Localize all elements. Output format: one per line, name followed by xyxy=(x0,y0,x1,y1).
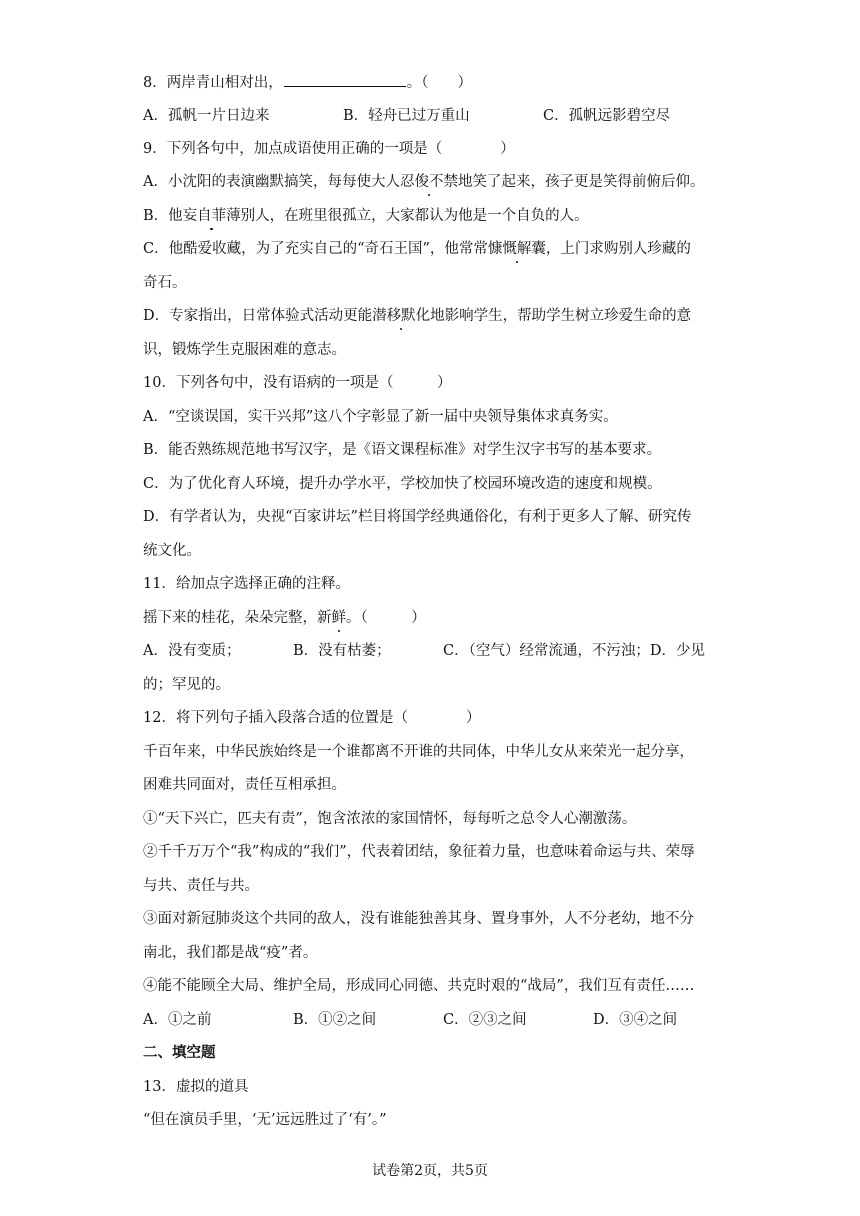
q12-option-c: C．②③之间 xyxy=(443,1012,527,1028)
q11-sentence xyxy=(143,608,426,628)
q12-sentence-3-cont: 南北，我们都是战“疫”者。 xyxy=(143,945,318,961)
q11-option-b: B．没有枯萎； xyxy=(293,643,391,659)
q12-paragraph-line2: 困难共同面对，责任互相承担。 xyxy=(143,777,346,793)
q9-c-pre: C．他酷爱收藏，为了充实自己的“奇石王国”，他常常 xyxy=(143,241,488,257)
q11-option-cont: 的；罕见的。 xyxy=(143,677,230,693)
q8-option-a: A．孤帆一片日边来 xyxy=(143,108,270,124)
q12-sentence-4: ④能不能顾全大局、维护全局，形成同心同德、共克时艰的“战局”，我们互有责任…… xyxy=(143,978,695,994)
q10-option-d-cont: 统文化。 xyxy=(143,543,201,559)
q10-option-c: C．为了优化育人环境，提升办学水平，学校加快了校园环境改造的速度和规模。 xyxy=(143,476,662,492)
q9-b-pre: B．他 xyxy=(143,208,183,224)
q13-stem: 13．虚拟的道具 xyxy=(143,1079,249,1095)
q9-option-c-cont: 奇石。 xyxy=(143,275,187,291)
q11-option-a: A．没有变质； xyxy=(143,643,241,659)
q9-a-pre: A．小沈阳的表演幽默搞笑，每每使大人 xyxy=(143,174,400,190)
q9-option-d-cont: 识，锻炼学生克服困难的意志。 xyxy=(143,342,346,358)
q9-b-dotted-idiom: 妄自菲薄 xyxy=(182,208,241,224)
q9-d-post: 地影响学生，帮助学生树立珍爱生命的意 xyxy=(430,308,692,324)
q9-d-pre: D．专家指出，日常体验式活动更能 xyxy=(143,308,373,324)
q8-stem-paren: 。（ ） xyxy=(406,75,472,91)
q12-sentence-2: ②千千万万个“我”构成的“我们”，代表着团结，象征着力量，也意味着命运与共、荣辱 xyxy=(143,844,695,860)
page-footer: 试卷第2页，共5页 xyxy=(372,1163,488,1179)
q11-sentence-pre: 摇下来的桂花，朵朵完整，新 xyxy=(143,610,332,626)
q9-a-dotted-idiom: 忍俊不禁 xyxy=(399,174,458,190)
q11-sentence-post: 。（ ） xyxy=(346,610,426,626)
q10-option-a: A．“空谈误国，实干兴邦”这八个字彰显了新一届中央领导集体求真务实。 xyxy=(143,409,618,425)
q10-option-d: D．有学者认为，央视“百家讲坛”栏目将国学经典通俗化，有利于更多人了解、研究传 xyxy=(143,509,692,525)
q10-stem: 10．下列各句中，没有语病的一项是（ ） xyxy=(143,375,452,391)
q10-option-b: B．能否熟练规范地书写汉字，是《语文课程标准》对学生汉字书写的基本要求。 xyxy=(143,442,662,458)
q12-sentence-2-cont: 与共、责任与共。 xyxy=(143,878,259,894)
q9-option-d xyxy=(143,306,691,326)
q12-sentence-1: ①“天下兴亡，匹夫有责”，饱含浓浓的家国情怀，每每听之总令人心潮激荡。 xyxy=(143,811,637,827)
q12-stem: 12．将下列句子插入段落合适的位置是（ ） xyxy=(143,710,481,726)
q12-sentence-3: ③面对新冠肺炎这个共同的敌人，没有谁能独善其身、置身事外，人不分老幼，地不分 xyxy=(143,911,694,927)
q9-b-post: 别人，在班里很孤立，大家都认为他是一个自负的人。 xyxy=(240,208,589,224)
q13-quote: “但在演员手里，‘无’远远胜过了‘有’。” xyxy=(143,1112,387,1128)
q11-option-c: C．（空气）经常流通，不污浊；D．少见 xyxy=(443,643,705,659)
q9-stem: 9．下列各句中，加点成语使用正确的一项是（ ） xyxy=(143,141,515,157)
q8-option-c: C．孤帆远影碧空尽 xyxy=(543,108,671,124)
q11-dotted-char: 鲜 xyxy=(331,610,346,626)
q12-paragraph-line1: 千百年来，中华民族始终是一个谁都离不开谁的共同体，中华儿女从来荣光一起分享， xyxy=(143,744,694,760)
q9-a-post: 地笑了起来，孩子更是笑得前俯后仰。 xyxy=(457,174,705,190)
q12-option-d: D．③④之间 xyxy=(593,1012,678,1028)
q9-c-dotted-idiom: 慷慨解囊 xyxy=(487,241,546,257)
section-title-fill-in: 二、填空题 xyxy=(143,1045,216,1061)
answer-blank xyxy=(284,72,406,87)
q9-d-dotted-idiom: 潜移默化 xyxy=(372,308,431,324)
q9-c-post: ，上门求购别人珍藏的 xyxy=(545,241,691,257)
q9-option-c xyxy=(143,239,691,259)
q9-option-a xyxy=(143,172,704,192)
q8-stem-text: 8．两岸青山相对出， xyxy=(143,75,283,91)
q8-stem xyxy=(143,72,472,93)
q11-stem: 11．给加点字选择正确的注释。 xyxy=(143,576,350,592)
q12-option-b: B．①②之间 xyxy=(293,1012,377,1028)
q9-option-b xyxy=(143,206,589,226)
q12-option-a: A．①之前 xyxy=(143,1012,212,1028)
q8-option-b: B．轻舟已过万重山 xyxy=(343,108,470,124)
